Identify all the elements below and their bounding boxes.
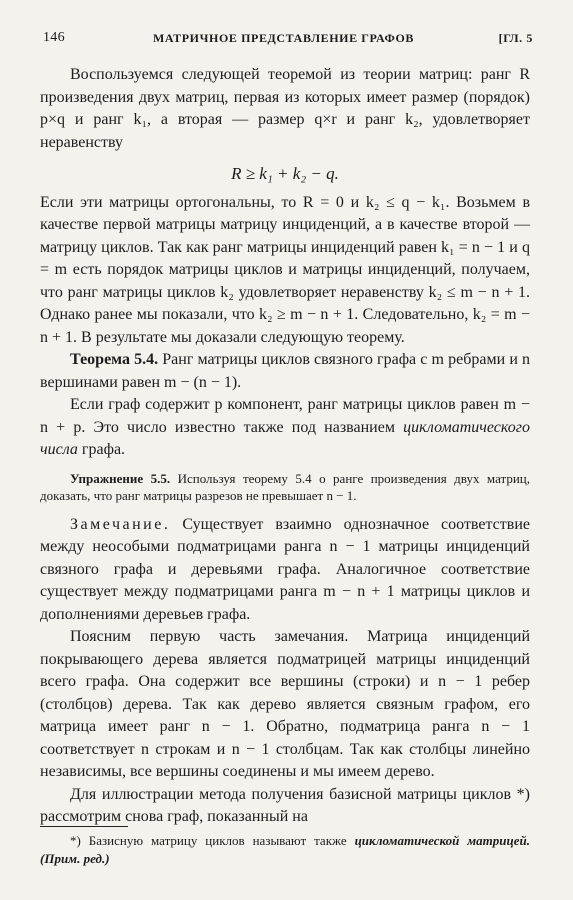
- exercise-text: Используя теорему 5.4 о ранге произведения двух матриц, доказать, что ранг матрицы разрезов не превышает n − 1.: [40, 470, 531, 503]
- paragraph-basis-cycle-matrix: Для иллюстрации метода получения базисной матрицы циклов *) рассмотрим снова граф, показанный на: [40, 785, 530, 825]
- page-number: 146: [43, 30, 65, 45]
- theorem-label: Теорема 5.4.: [70, 351, 159, 368]
- chapter-marker: [ГЛ. 5: [498, 31, 533, 45]
- cyclomatic-term: цикломатического числа: [40, 418, 530, 458]
- footnote-text: *) Базисную матрицу циклов называют также: [70, 833, 355, 848]
- running-title: МАТРИЧНОЕ ПРЕДСТАВЛЕНИЕ ГРАФОВ: [153, 31, 415, 45]
- remark: [40, 514, 530, 627]
- theorem-5-4: [40, 349, 530, 394]
- remark-label: Замечание.: [70, 515, 171, 533]
- paragraph-theorem-intro: Воспользуемся следующей теоремой из теории матриц: ранг R произведения двух матриц, первая из которых имеет размер (порядок) p×q и ранг k₁, а вторая — размер q×r и ранг k₂, удовлетворяет неравенству: [40, 66, 530, 151]
- theorem-text: Ранг матрицы циклов связного графа с m ребрами и n вершинами равен m − (n − 1).: [40, 351, 531, 391]
- cyclomatic-text-2: графа.: [77, 441, 126, 458]
- footnote: [40, 832, 530, 868]
- page-header: [43, 30, 533, 50]
- exercise-5-5: [40, 470, 530, 504]
- paragraph-orthogonal-matrices: Если эти матрицы ортогональны, то R = 0 и k₂ ≤ q − k₁. Возьмем в качестве первой матрицы матрицу инциденций, а в качестве второй — матрицу циклов. Так как ранг матрицы инциденций равен k₁ = n − 1 и q = m есть порядок матрицы циклов и матрицы инциденций, получаем, что ранг матрицы циклов k₂ удовлетворяет неравенству k₂ ≤ m − n + 1. Однако ранее мы показали, что k₂ ≥ m − n + 1. Следовательно, k₂ = m − n + 1. В результате мы доказали следующую теорему.: [40, 193, 531, 346]
- exercise-label: Упражнение 5.5.: [70, 470, 171, 486]
- cyclomatic-text-1: Если граф содержит p компонент, ранг матрицы циклов равен m − n + p. Это число известно также под названием: [40, 396, 530, 436]
- remark-text: Существует взаимно однозначное соответствие между неособыми подматрицами ранга n − 1 матрицы инциденций связного графа и деревьями графа. Аналогичное соответствие существует между подматрицами ранга m − n + 1 матрицы циклов и дополнениями деревьев графа.: [40, 515, 530, 623]
- footnote-italic-text: цикломатической матрицей. (Прим. ред.): [40, 833, 530, 866]
- paragraph-remark-explanation: Поясним первую часть замечания. Матрица инциденций покрывающего дерева является подматрицей матрицы инциденций всего графа. Она содержит все вершины (строки) и n − 1 ребер (столбцов) дерева. Так как дерево является связным графом, его матрица имеет ранг n − 1. Обратно, подматрица ранга n − 1 соответствует n строкам и n − 1 столбцам. Так как столбцы линейно независимы, все вершины соединены и мы имеем дерево.: [40, 628, 530, 780]
- page-body: [40, 64, 530, 829]
- paragraph-cyclomatic-number: [40, 394, 530, 462]
- footnote-divider: [40, 826, 128, 827]
- rank-inequality-formula: R ≥ k₁ + k₂ − q.: [231, 164, 339, 183]
